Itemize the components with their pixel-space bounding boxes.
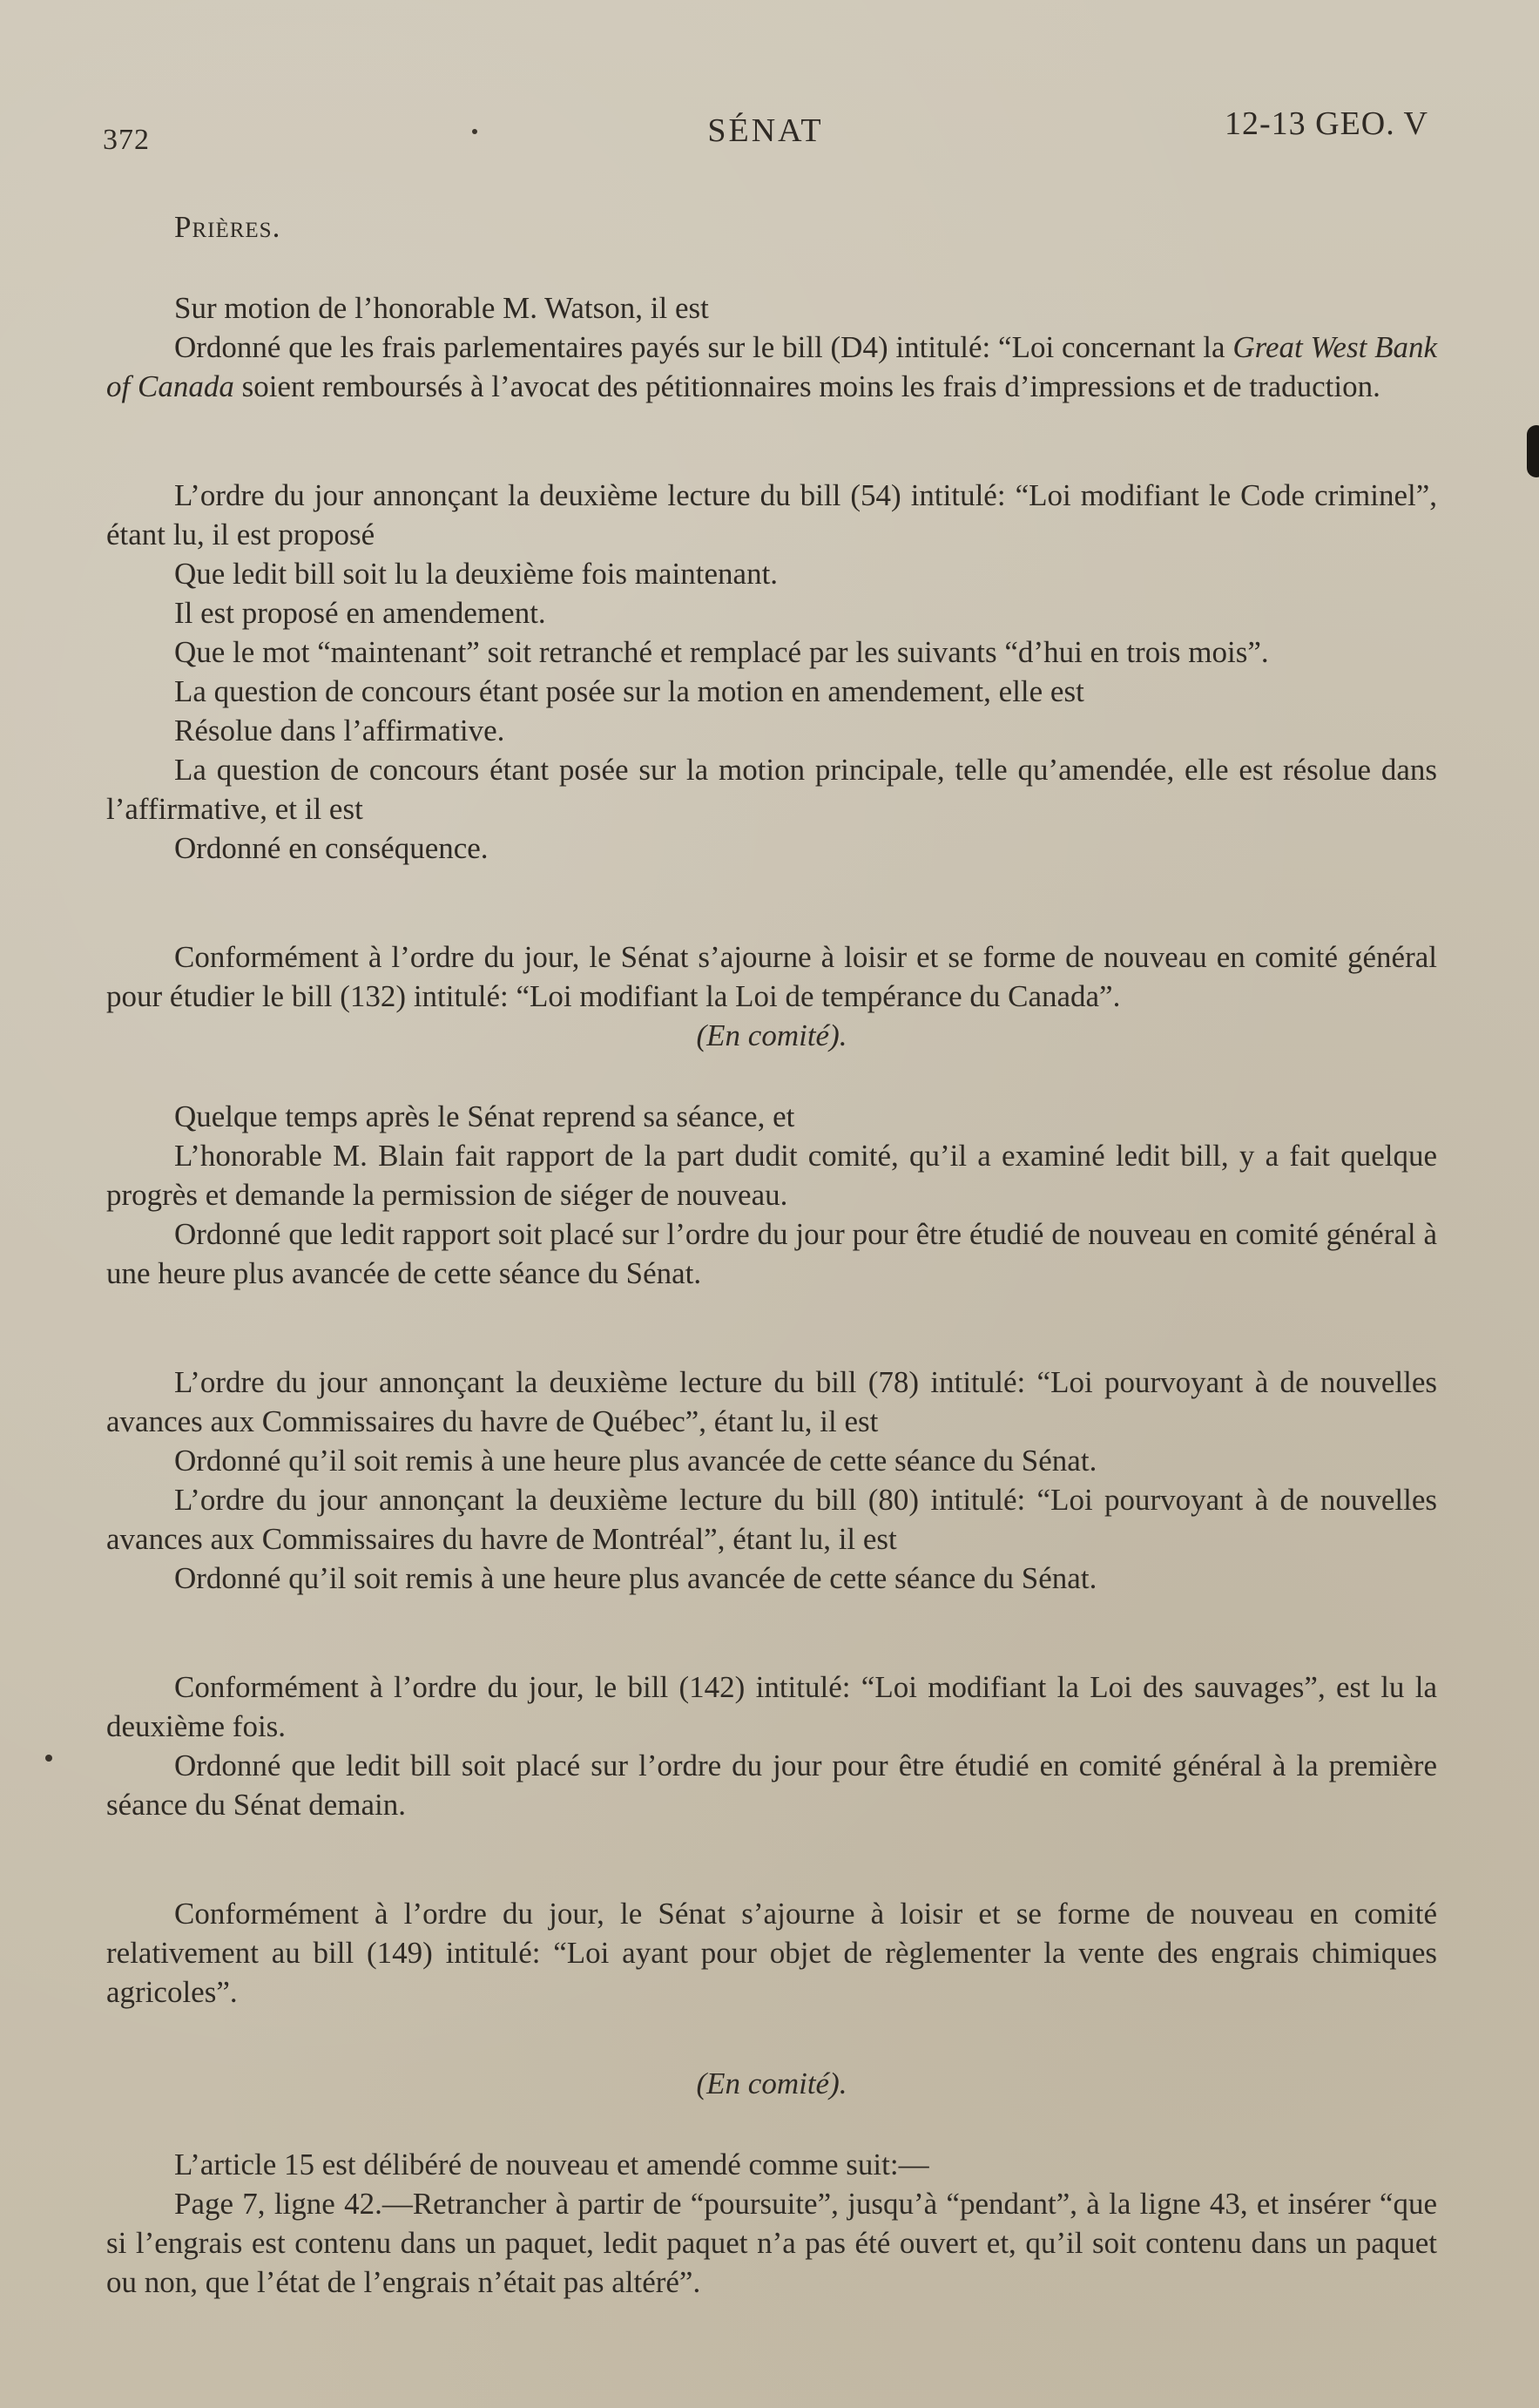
page-number: 372 [103,124,150,156]
paragraph-8: Résolue dans l’affirmative. [174,714,505,747]
bank-name-italic: Great West Bank of Canada [106,330,1438,403]
paragraph-16: Ordonné qu’il soit remis à une heure plus avancée de cette séance du Sénat. [174,1444,1097,1478]
in-committee-label-2: (En comité). [696,2066,847,2100]
binding-hole-mark [1527,425,1539,477]
paragraph-22: L’article 15 est délibéré de nouveau et amendé comme suit:— [174,2148,929,2181]
paragraph-13: L’honorable M. Blain fait rapport de la part dudit comité, qu’il a examiné ledit bill, y a fait quelque progrès et demande la permission de siéger de nouveau. [106,1139,1437,1212]
paragraph-9: La question de concours étant posée sur la motion principale, telle qu’amendée, elle est résolue dans l’affirmative, et il est [106,753,1437,826]
prayers-heading: Prières. [174,210,281,244]
paragraph-2 [106,328,1437,406]
paragraph-2-before: Ordonné que les frais parlementaires payés sur le bill (D4) intitulé: “Loi concernant la [174,330,1225,364]
document-body [106,207,1437,2302]
print-speck [472,129,477,134]
paragraph-14: Ordonné que ledit rapport soit placé sur l’ordre du jour pour être étudié de nouveau en comité général à une heure plus avancée de cette séance du Sénat. [106,1217,1437,1290]
paragraph-21: Conformément à l’ordre du jour, le Sénat s’ajourne à loisir et se forme de nouveau en comité relativement au bill (149) intitulé: “Loi ayant pour objet de règlementer la vente des engrais chimiques agricoles”. [106,1897,1437,2009]
paragraph-15: L’ordre du jour annonçant la deuxième lecture du bill (78) intitulé: “Loi pourvoyant à de nouvelles avances aux Commissaires du havre de Québec”, étant lu, il est [106,1365,1437,1438]
paragraph-5: Il est proposé en amendement. [174,596,546,630]
paragraph-12: Quelque temps après le Sénat reprend sa séance, et [174,1099,795,1133]
paragraph-23: Page 7, ligne 42.—Retrancher à partir de “poursuite”, jusqu’à “pendant”, à la ligne 43, et insérer “que si l’engrais est contenu dans un paquet, ledit paquet n’a pas été ouvert et, qu’il soit contenu dans un paquet ou non, que l’état de l’engrais n’était pas altéré”. [106,2187,1437,2299]
paragraph-11: Conformément à l’ordre du jour, le Sénat s’ajourne à loisir et se forme de nouveau en comité général pour étudier le bill (132) intitulé: “Loi modifiant la Loi de tempérance du Canada”. [106,940,1437,1013]
paragraph-19: Conformément à l’ordre du jour, le bill (142) intitulé: “Loi modifiant la Loi des sauvages”, est lu la deuxième fois. [106,1670,1437,1743]
running-head: SÉNAT [707,112,824,149]
in-committee-label-1: (En comité). [696,1018,847,1052]
paragraph-6: Que le mot “maintenant” soit retranché et remplacé par les suivants “d’hui en trois mois”. [174,635,1269,669]
paragraph-7: La question de concours étant posée sur la motion en amendement, elle est [174,674,1084,708]
paragraph-2-after: soient remboursés à l’avocat des pétitionnaires moins les frais d’impressions et de traduction. [241,369,1380,403]
paragraph-17: L’ordre du jour annonçant la deuxième lecture du bill (80) intitulé: “Loi pourvoyant à de nouvelles avances aux Commissaires du havre de Montréal”, étant lu, il est [106,1483,1437,1556]
margin-dot [45,1755,52,1762]
paragraph-3: L’ordre du jour annonçant la deuxième lecture du bill (54) intitulé: “Loi modifiant le Code criminel”, étant lu, il est proposé [106,478,1437,551]
paragraph-10: Ordonné en conséquence. [174,831,489,865]
page-header [103,105,1428,164]
paragraph-1: Sur motion de l’honorable M. Watson, il est [174,291,709,325]
paragraph-18: Ordonné qu’il soit remis à une heure plus avancée de cette séance du Sénat. [174,1561,1097,1595]
paragraph-20: Ordonné que ledit bill soit placé sur l’ordre du jour pour être étudié en comité général à la première séance du Sénat demain. [106,1749,1437,1822]
session-reference: 12-13 GEO. V [1224,105,1428,142]
paragraph-4: Que ledit bill soit lu la deuxième fois maintenant. [174,557,779,591]
